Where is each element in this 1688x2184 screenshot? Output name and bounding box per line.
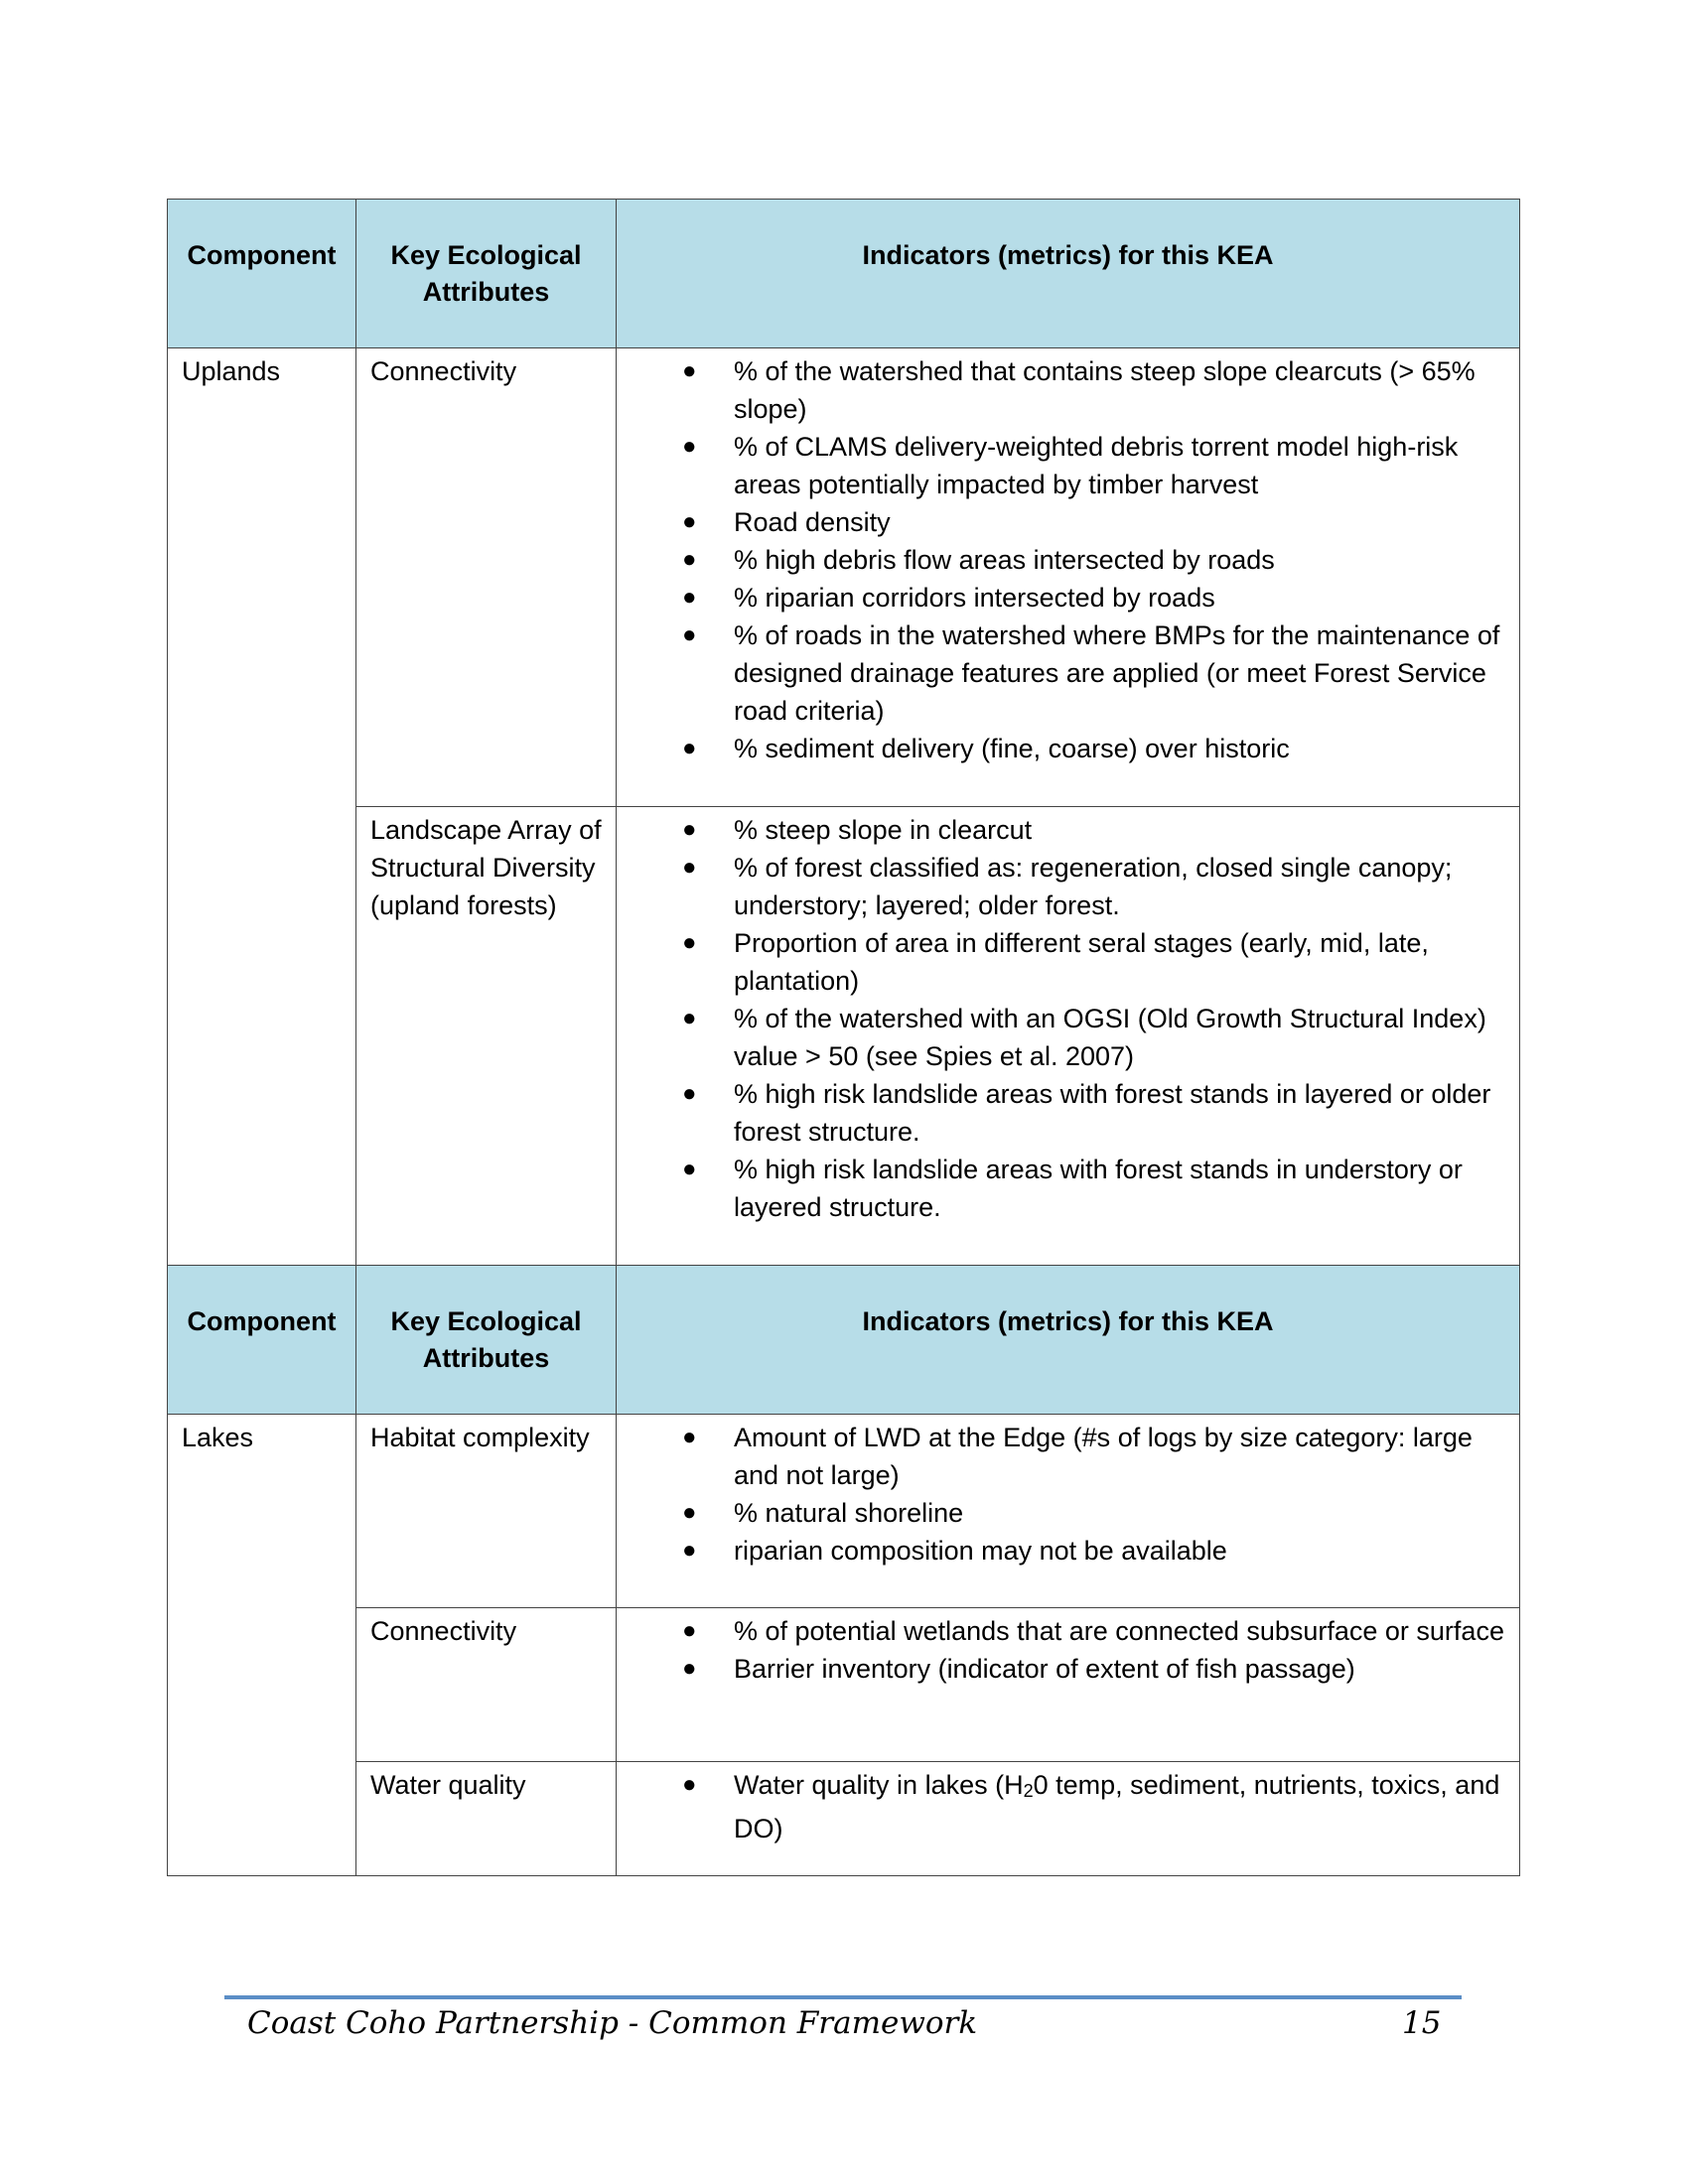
kea-cell: Connectivity [356,348,617,807]
bullet-icon: ● [682,621,697,648]
list-item: ● Water quality in lakes ($H_20$ temp, sediment, nutrients, toxics, and DO) [631,1766,1505,1847]
indicators-cell [617,807,1520,1266]
bullet-icon: ● [682,1771,697,1798]
component-cell-continued [168,1608,356,1762]
bullet-icon: ● [682,816,697,843]
indicators-cell [617,1415,1520,1608]
footer-divider [224,1995,1462,1999]
component-cell-continued [168,807,356,1266]
header-kea: Key Ecological Attributes [356,1266,617,1415]
bullet-icon: ● [682,1424,697,1450]
table-header-row [168,200,1520,348]
table-row [168,1608,1520,1762]
bullet-icon: ● [682,1537,697,1564]
bullet-icon: ● [682,1499,697,1526]
list-item: ● Proportion of area in different seral stages (early, mid, late, plantation) [631,924,1505,1000]
kea-cell: Landscape Array of Structural Diversity (upland forests) [356,807,617,1266]
bullet-icon: ● [682,1156,697,1182]
bullet-icon: ● [682,854,697,881]
page-number: 15 [1402,2005,1442,2041]
kea-table [167,199,1520,1876]
component-cell: Lakes [168,1415,356,1608]
component-cell: Uplands [168,348,356,807]
bullet-icon: ● [682,546,697,573]
header-component: Component [168,200,356,348]
indicators-cell [617,1762,1520,1876]
header-kea: Key Ecological Attributes [356,200,617,348]
bullet-icon: ● [682,735,697,761]
list-item: ● % steep slope in clearcut [631,811,1505,849]
header-indicators: Indicators (metrics) for this KEA [617,1266,1520,1415]
bullet-icon: ● [682,584,697,611]
list-item: ● riparian composition may not be available [631,1532,1505,1570]
table-row [168,348,1520,807]
footer-title: Coast Coho Partnership - Common Framework [247,2005,978,2041]
bullet-icon: ● [682,357,697,384]
bullet-icon: ● [682,929,697,956]
list-item: ● Amount of LWD at the Edge (#s of logs by size category: large and not large) [631,1419,1505,1494]
table-row [168,1762,1520,1876]
table-row [168,1415,1520,1608]
list-item: ● % of CLAMS delivery-weighted debris torrent model high-risk areas potentially impacted by timber harvest [631,428,1505,503]
indicator-list [631,1766,1505,1847]
subscript-two: 2 [1023,1781,1034,1801]
table-header-row [168,1266,1520,1415]
list-item: ● % sediment delivery (fine, coarse) over historic [631,730,1505,767]
list-item: ● Barrier inventory (indicator of extent of fish passage) [631,1650,1505,1688]
indicators-cell [617,348,1520,807]
kea-cell: Connectivity [356,1608,617,1762]
kea-cell: Habitat complexity [356,1415,617,1608]
list-item: ● % of potential wetlands that are connected subsurface or surface [631,1612,1505,1650]
list-item: ● % of roads in the watershed where BMPs for the maintenance of designed drainage features are applied (or meet Forest Service road criteria) [631,616,1505,730]
list-item: ● % of the watershed with an OGSI (Old Growth Structural Index) value > 50 (see Spies et al. 2007) [631,1000,1505,1075]
list-item: ● % of forest classified as: regeneration, closed single canopy; understory; layered; older forest. [631,849,1505,924]
indicator-list [631,1612,1505,1688]
list-item: ● % natural shoreline [631,1494,1505,1532]
list-item: ● % high debris flow areas intersected by roads [631,541,1505,579]
bullet-icon: ● [682,1080,697,1107]
indicator-list [631,1419,1505,1570]
table-row [168,807,1520,1266]
component-cell-continued [168,1762,356,1876]
header-component: Component [168,1266,356,1415]
indicator-list [631,811,1505,1226]
header-indicators: Indicators (metrics) for this KEA [617,200,1520,348]
kea-cell: Water quality [356,1762,617,1876]
indicators-cell [617,1608,1520,1762]
bullet-icon: ● [682,1005,697,1031]
list-item: ● Road density [631,503,1505,541]
list-item: ● % high risk landslide areas with forest stands in understory or layered structure. [631,1151,1505,1226]
list-item: ● % riparian corridors intersected by roads [631,579,1505,616]
list-item: ● % of the watershed that contains steep slope clearcuts (> 65% slope) [631,352,1505,428]
bullet-icon: ● [682,1655,697,1682]
bullet-icon: ● [682,433,697,460]
bullet-icon: ● [682,508,697,535]
list-item: ● % high risk landslide areas with forest stands in layered or older forest structure. [631,1075,1505,1151]
indicator-list [631,352,1505,767]
bullet-icon: ● [682,1617,697,1644]
